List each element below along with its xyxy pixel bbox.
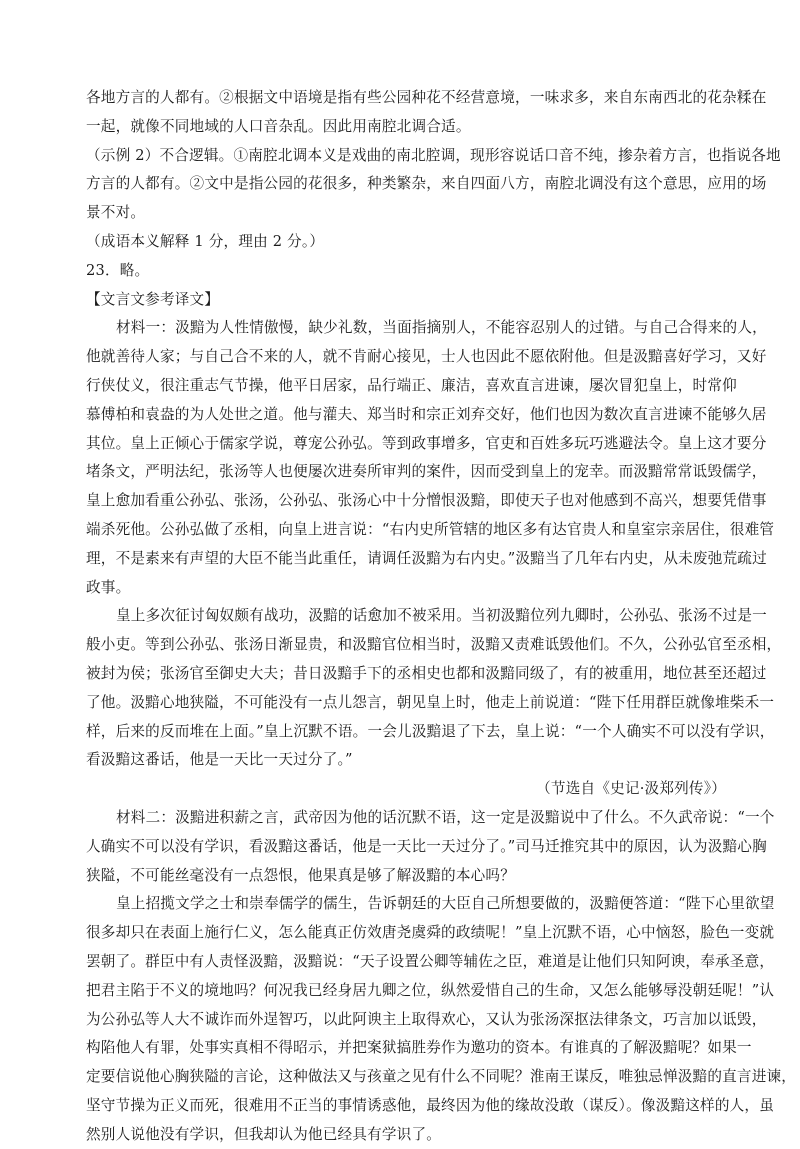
text-line: 然别人说他没有学识，但我却认为他已经具有学识了。 [86,1125,442,1143]
text-line: 皇上多次征讨匈奴颇有战功，汲黯的话愈加不被采用。当初汲黯位列九卿时，公孙弘、张汤不过是一 [116,607,767,625]
text-line: 般小吏。等到公孙弘、张汤日渐显贵，和汲黯官位相当时，汲黯又责难诋毁他们。不久，公孙弘官至丞相， [86,636,782,654]
text-line: 狭隘，不可能丝毫没有一点怨恨，他果真是够了解汲黯的本心吗？ [86,866,516,884]
text-line: 把君主陷于不义的境地吗？何况我已经身居九卿之位，纵然爱惜自己的生命，又怎么能够辱没朝廷呢！”认 [86,981,775,999]
paragraph-p-source [86,775,726,804]
text-line: 皇上招揽文学之士和崇奉儒学的儒生，告诉朝廷的大臣自己所想要做的，汲黯便答道：“陛下心里欲望 [116,895,775,913]
text-line: 【文言文参考译文】 [86,290,220,308]
text-line: （成语本义解释 1 分，理由 2 分。） [86,232,325,250]
paragraph-p-q23 [86,257,726,286]
text-line: 各地方言的人都有。②根据文中语境是指有些公园种花不经营意境，一味求多，来自东南西北的花杂糅在 [86,89,767,106]
text-line: 堵条文，严明法纪，张汤等人也便屡次进奏所审判的案件，因而受到皇上的宠幸。而汲黯常常诋毁儒学， [86,463,767,481]
paragraph-p-material2b [86,890,797,1149]
text-line: 行侠仗义，很注重志气节操，他平日居家，品行端正、廉洁，喜欢直言进谏，屡次冒犯皇上，时常仰 [86,376,737,394]
text-line: 看汲黯这番话，他是一天比一天过分了。” [86,751,353,769]
paragraph-p-example-2 [86,142,781,228]
text-line: 很多却只在表面上施行仁义，怎么能真正仿效唐尧虞舜的政绩呢！”皇上沉默不语，心中恼怒，脸色一变就 [86,924,775,942]
text-line: 他就善待人家；与自己合不来的人，就不肯耐心接见，士人也因此不愿依附他。但是汲黯喜好学习，又好 [86,348,767,366]
text-line: 定要信说他心胸狭隘的言论，这种做法又与孩童之见有什么不同呢？淮南王谋反，唯独忌惮汲黯的直言进谏， [86,1068,797,1086]
text-line: 一起，就像不同地域的人口音杂乱。因此用南腔北调合适。 [86,117,471,135]
text-line: （示例 2）不合逻辑。①南腔北调本义是戏曲的南北腔调，现形容说话口音不纯，掺杂着方言，也指说各地 [86,146,781,164]
paragraph-p-material2 [86,804,775,890]
text-line: 材料一：汲黯为人性情傲慢，缺少礼数，当面指摘别人，不能容忍别人的过错。与自己合得来的人， [116,319,767,337]
text-line: 样，后来的反而堆在上面。”皇上沉默不语。一会儿汲黯退了下去，皇上说：“一个人确实不可以没有学识， [86,722,775,740]
text-line: 人确实不可以没有学识，看汲黯这番话，他是一天比一天过分了。”司马迁推究其中的原因，认为汲黯心胸 [86,837,767,855]
document-page [86,84,797,1149]
paragraph-p-explain-1 [86,84,767,142]
paragraph-p-material1 [86,314,775,602]
text-line: 皇上愈加看重公孙弘、张汤，公孙弘、张汤心中十分憎恨汲黯，即使天子也对他感到不高兴，想要凭借事 [86,492,767,510]
text-line: 政事。 [86,578,131,596]
text-line: 方言的人都有。②文中是指公园的花很多，种类繁杂，来自四面八方，南腔北调没有这个意思，应用的场 [86,175,767,193]
text-line: 23．略。 [86,261,150,279]
text-line: 景不对。 [86,204,146,222]
text-line: 端杀死他。公孙弘做了丞相，向皇上进言说：“右内史所管辖的地区多有达官贵人和皇室宗亲居住，很难管 [86,520,775,538]
text-line: （节选自《史记·汲郑列传》） [536,780,726,798]
text-line: 坚守节操为正义而死，很难用不正当的事情诱惑他，最终因为他的缘故没敢（谋反）。像汲黯这样的人，虽 [86,1096,775,1114]
text-line: 构陷他人有罪，处事实真相不得昭示，并把案狱搞胜券作为邀功的资本。有谁真的了解汲黯呢？如果一 [86,1039,752,1057]
text-line: 被封为侯；张汤官至御史大夫；昔日汲黯手下的丞相史也都和汲黯同级了，有的被重用，地位甚至还超过 [86,664,767,682]
paragraph-p-heading [86,286,726,315]
text-line: 材料二：汲黯进积薪之言，武帝因为他的话沉默不语，这一定是汲黯说中了什么。不久武帝说：“一个 [116,808,775,826]
text-line: 其位。皇上正倾心于儒家学说，尊宠公孙弘。等到政事增多，官吏和百姓多玩巧逃避法令。皇上这才要分 [86,434,767,452]
text-line: 理，不是素来有声望的大臣不能当此重任，请调任汲黯为右内史。”汲黯当了几年右内史，从未废弛荒疏过 [86,549,767,567]
paragraph-p-score-note [86,228,726,257]
text-line: 为公孙弘等人大不诚诈而外逞智巧，以此阿谀主上取得欢心，又认为张汤深抠法律条文，巧言加以诋毁， [86,1010,767,1028]
paragraph-p-material1b [86,602,782,775]
text-line: 罢朝了。群臣中有人责怪汲黯，汲黯说：“天子设置公卿等辅佐之臣，难道是让他们只知阿谀，奉承圣意， [86,952,775,970]
text-line: 慕傅柏和袁盎的为人处世之道。他与灌夫、郑当时和宗正刘弃交好，他们也因为数次直言进谏不能够久居 [86,405,767,423]
text-line: 了他。汲黯心地狭隘，不可能没有一点儿怨言，朝见皇上时，他走上前说道：“陛下任用群臣就像堆柴禾一 [86,693,775,711]
